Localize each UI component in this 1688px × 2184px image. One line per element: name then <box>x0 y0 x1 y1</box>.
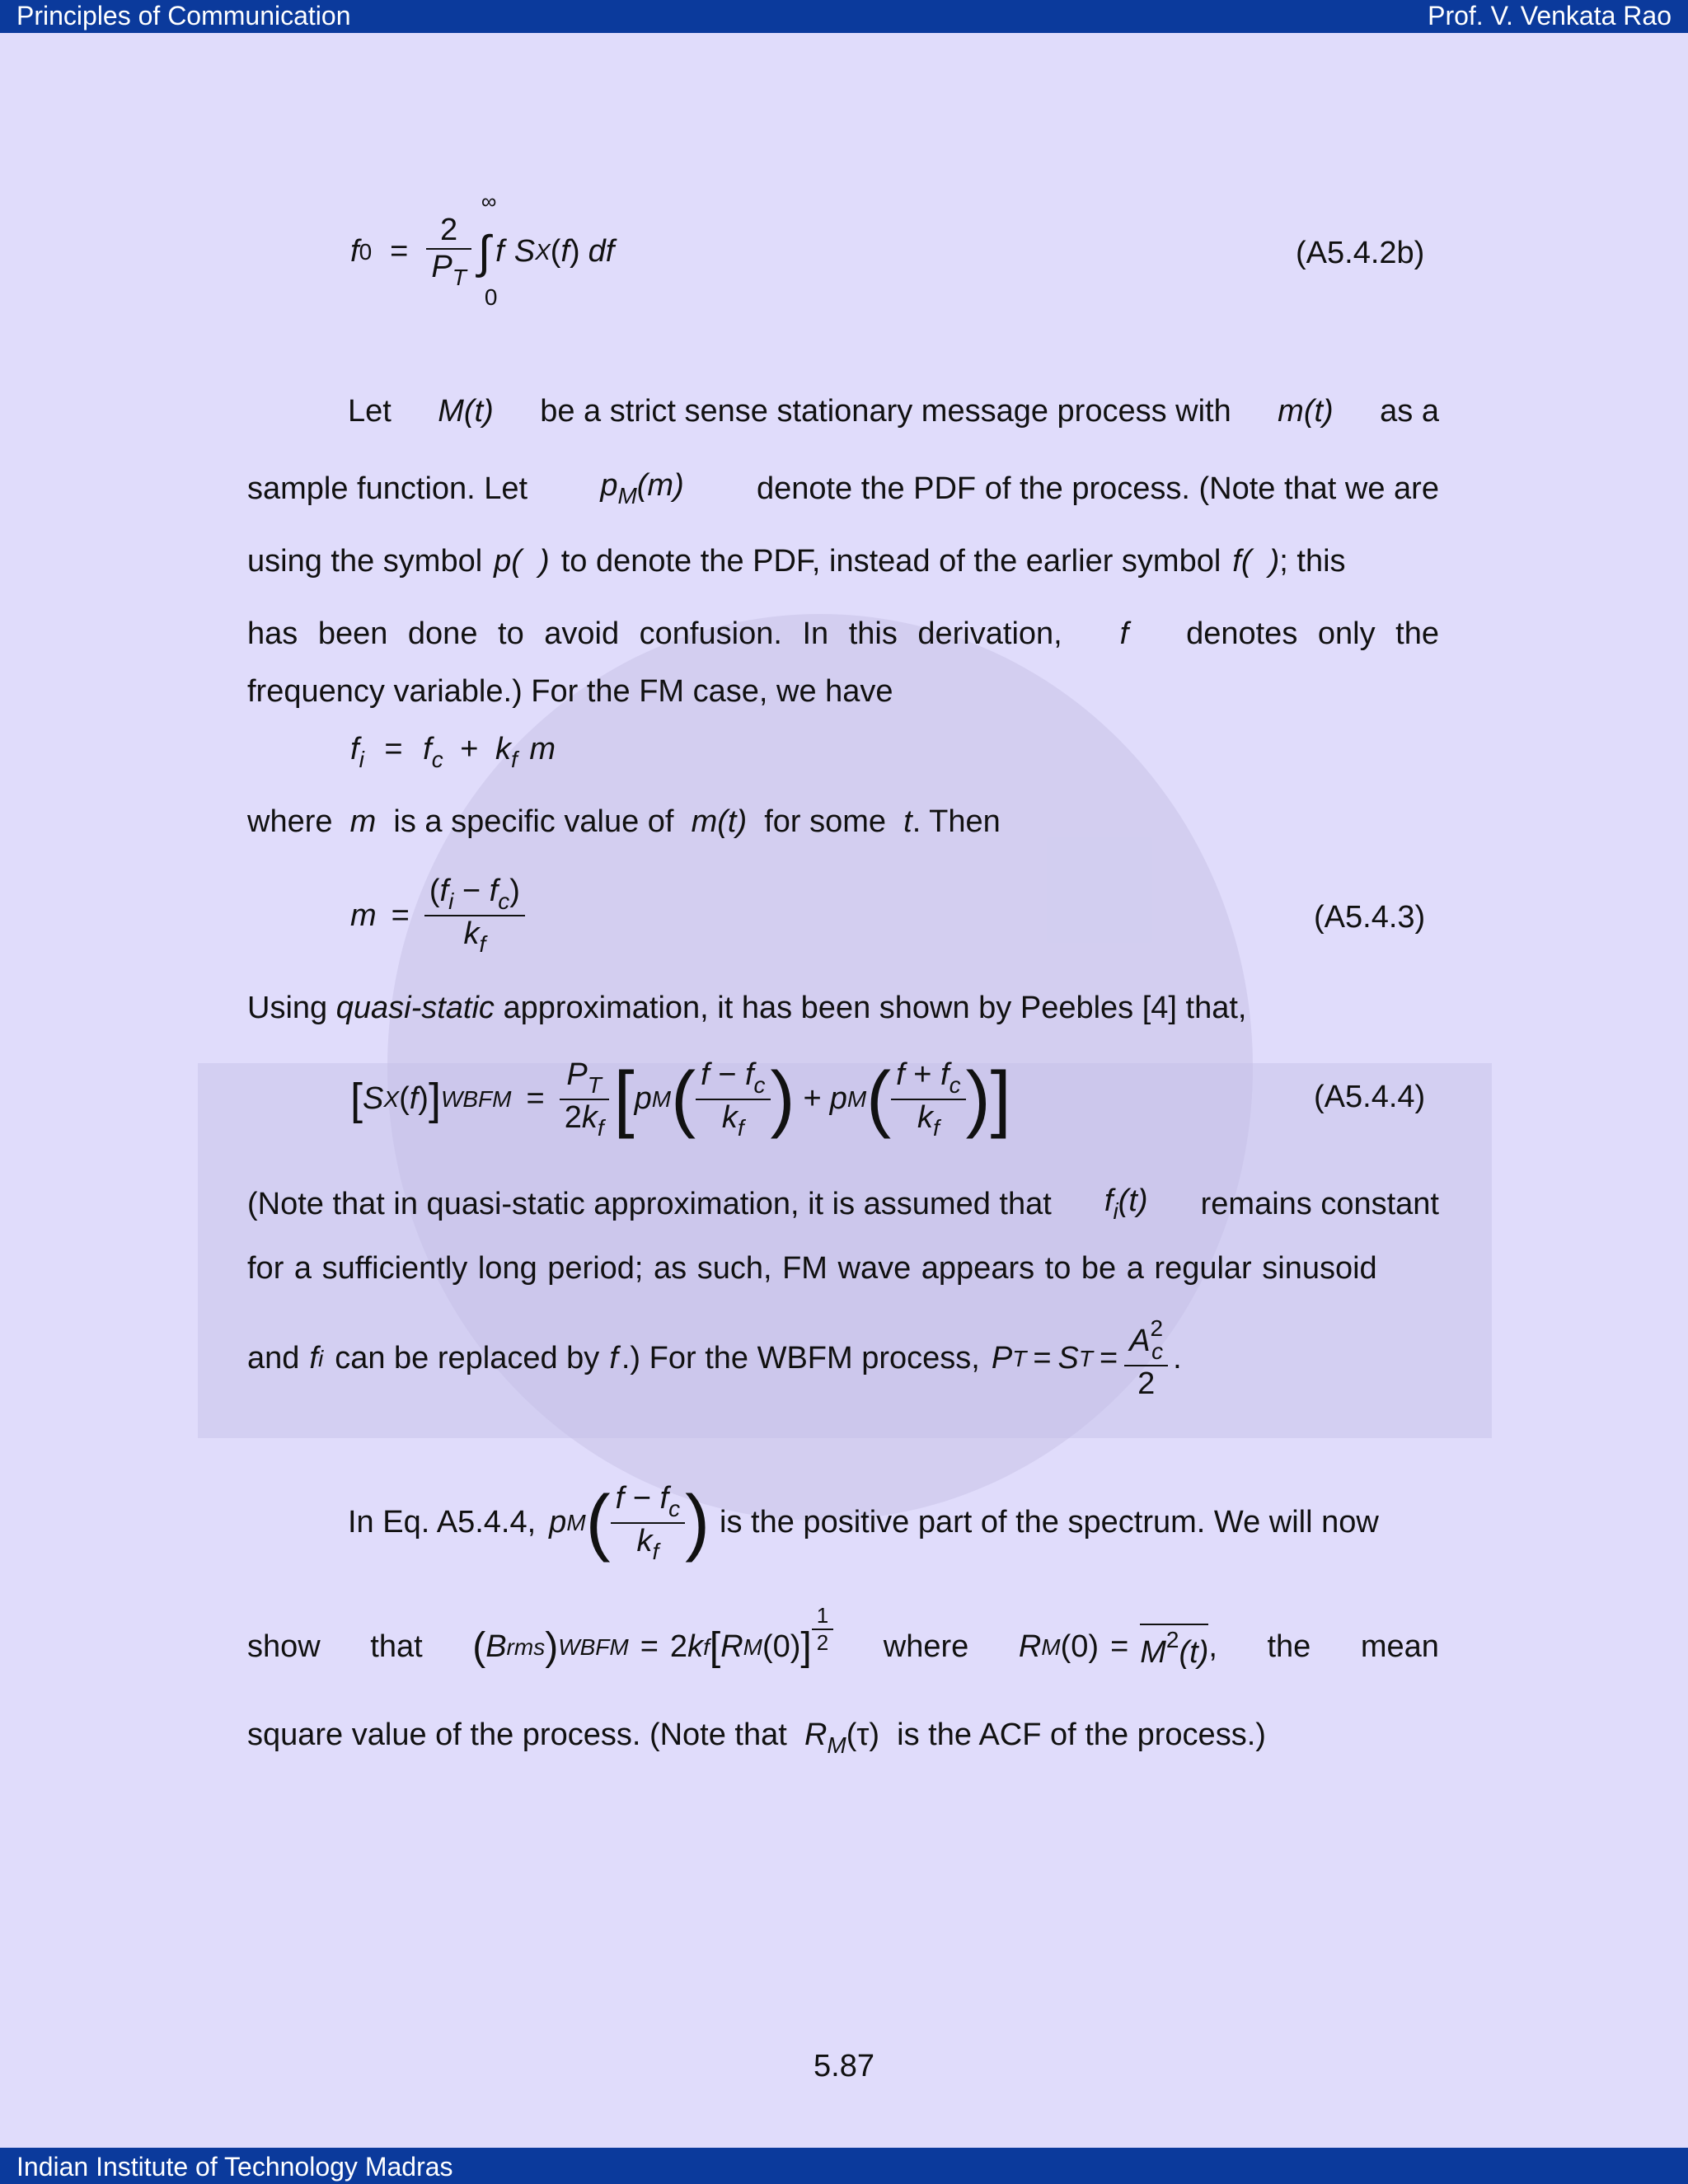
text-line <box>247 1251 1439 1286</box>
text-span: that <box>370 1629 423 1664</box>
text-span: .) For the WBFM process, <box>621 1341 980 1376</box>
text-span: where <box>883 1629 969 1664</box>
text-line: using the symbol p( ) to denote the PDF, instead of the earlier symbol f( ) ; this <box>247 544 1346 579</box>
equation-number: (A5.4.3) <box>1314 900 1426 935</box>
text-span: sample function. Let <box>247 471 528 506</box>
text-span: denote the PDF of the process. (Note that we are <box>756 471 1439 506</box>
text-span: (Note that in quasi-static approximation, it is assumed that <box>247 1186 1052 1221</box>
equation-a5-4-3: m = $\frac{(f_i - f_c)}{k_f}$ <box>350 874 525 958</box>
text-span: mean <box>1360 1629 1439 1664</box>
text-span: using the symbol <box>247 544 483 579</box>
text-span: has been done to avoid confusion. In this derivation, <box>247 616 1062 651</box>
text-line: has been done to avoid confusion. In this derivation, f denotes only the <box>247 616 1439 651</box>
text-line: show that ( B rms ) WBFM = 2 k f [ R M (0) ] $\frac{1}{2}$ where R M (0) = $M^2(t)$ , the mean <box>247 1602 1439 1670</box>
text-span: where <box>247 804 333 839</box>
text-span: and <box>247 1341 300 1376</box>
text-line: In Eq. A5.4.4, p M ( $\frac{f - f_c}{k_f}$ ) is the positive part of the spectrum. We will now <box>348 1480 1379 1564</box>
equation-number: (A5.4.4) <box>1314 1080 1426 1114</box>
text-span: denotes only the <box>1186 616 1439 651</box>
text-line: square value of the process. (Note that $R_M(\tau)$ is the ACF of the process.) <box>247 1718 1266 1758</box>
text-span: for some <box>764 804 887 839</box>
text-line: Let M(t) be a strict sense stationary message process with m(t) as a <box>348 394 1439 429</box>
equation-fi: $f_i = f_c + k_f$ m <box>350 732 556 772</box>
text-span: remains constant <box>1200 1186 1439 1221</box>
text-span: be a strict sense stationary message process with <box>540 394 1231 429</box>
text-span: is a specific value of <box>393 804 674 839</box>
text-span: In Eq. A5.4.4, <box>348 1505 537 1540</box>
text-span: can be replaced by <box>335 1341 600 1376</box>
text-line: (Note that in quasi-static approximation, it is assumed that $f_i(t)$ remains constant <box>247 1183 1439 1224</box>
text-span: show <box>247 1629 321 1664</box>
text-span: is the positive part of the spectrum. We will now <box>720 1505 1379 1540</box>
text-span: the <box>1267 1629 1311 1664</box>
text-span: to denote the PDF, instead of the earlier symbol <box>560 544 1221 579</box>
page-number: 5.87 <box>814 2049 874 2083</box>
text-line: frequency variable.) For the FM case, we have <box>247 674 893 709</box>
text-span: is the ACF of the process.) <box>897 1718 1266 1752</box>
page-footer <box>0 2148 1688 2184</box>
text-span: ; this <box>1279 544 1346 579</box>
text-span: . Then <box>912 804 1001 839</box>
text-span: Let <box>348 394 392 429</box>
text-span: approximation, it has been shown by Peebles [4] that, <box>503 991 1247 1025</box>
text-span: for a sufficiently long period; as such, FM wave appears to be a regular sinusoid <box>247 1251 1377 1286</box>
text-span: quasi-static <box>335 991 495 1025</box>
text-line: and f i can be replaced by f .) For the WBFM process, P T = S T = $\frac{A^2_c}{2}$ . <box>247 1315 1182 1401</box>
equation-a5-4-2b: f 0 = $\frac{2}{P_T}$ ∞ ∫ 0 f S X ( f ) df <box>350 189 615 310</box>
equation-a5-4-4: [ S X ( f ) ] WBFM = $\frac{P_T}{2k_f}$ [ p M ( $\frac{f - f_c}{k_f}$ ) + p M ( $\frac{f + f_c}{k_f}$ ) ] <box>350 1057 1011 1141</box>
text-line: sample function. Let $p_M(m)$ denote the PDF of the process. (Note that we are <box>247 468 1439 509</box>
author-name: Prof. V. Venkata Rao <box>1428 1 1672 30</box>
page-header <box>0 0 1688 33</box>
text-span: square value of the process. (Note that <box>247 1718 787 1752</box>
text-line <box>247 991 1246 1026</box>
equation-number: (A5.4.2b) <box>1296 236 1425 270</box>
course-title: Principles of Communication <box>16 1 351 30</box>
text-span: Using <box>247 991 328 1025</box>
institution-name: Indian Institute of Technology Madras <box>16 2152 453 2182</box>
text-span: as a <box>1380 394 1439 429</box>
text-line: where m is a specific value of m(t) for some t. Then <box>247 804 1001 839</box>
